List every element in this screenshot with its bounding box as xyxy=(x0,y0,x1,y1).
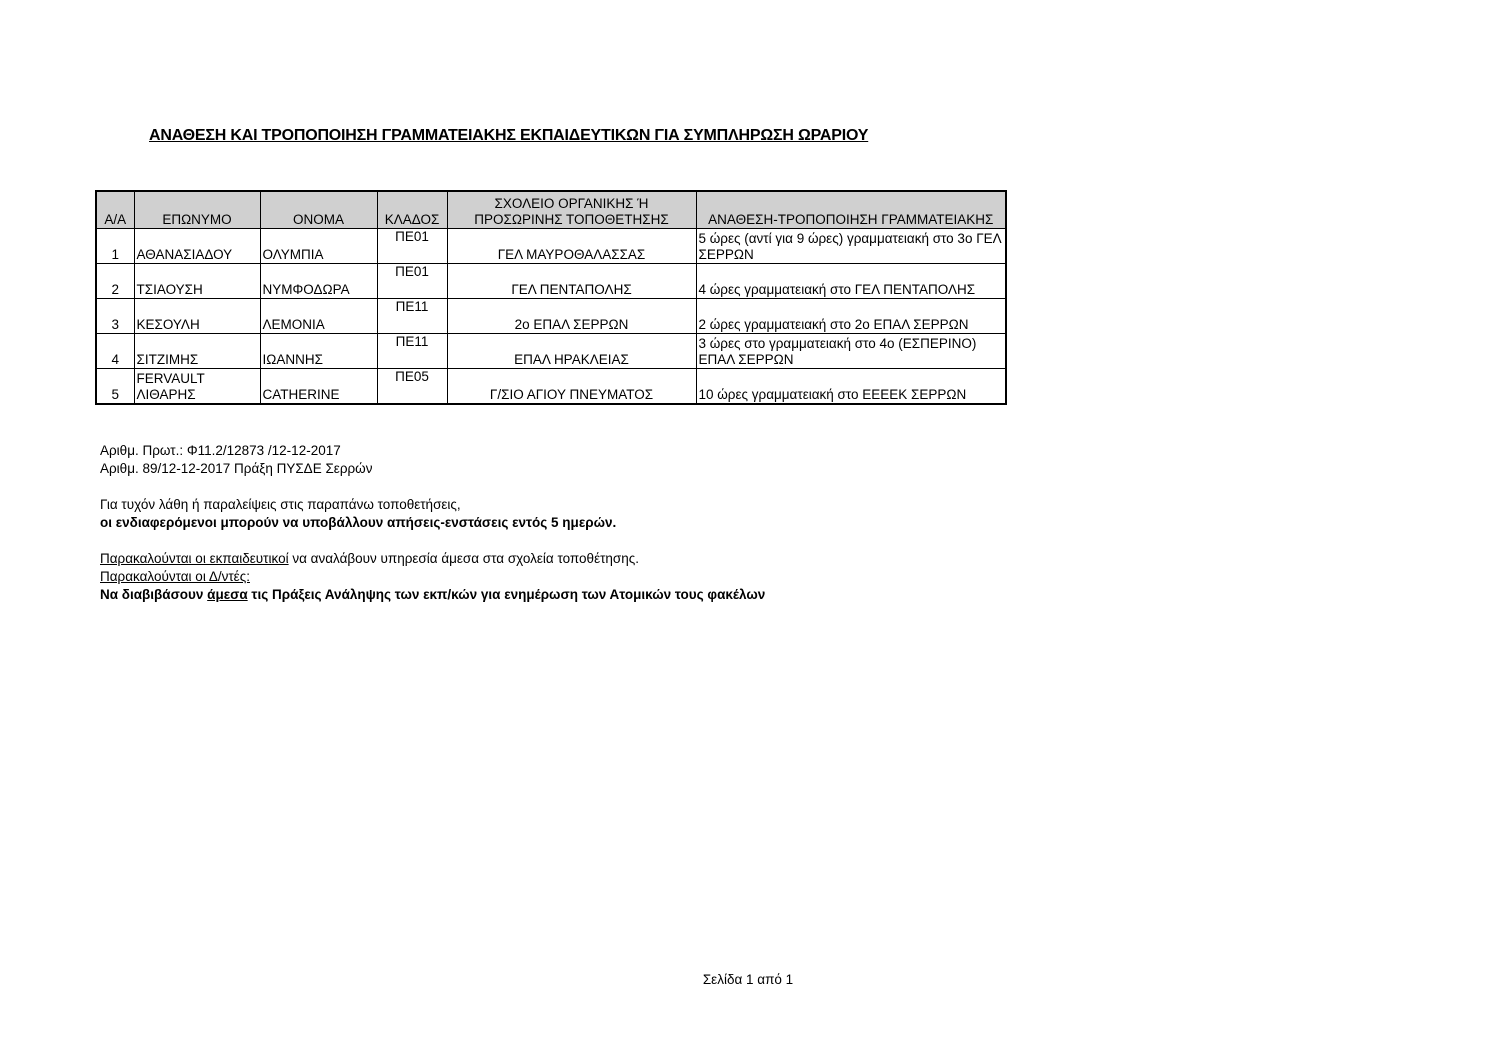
request-teachers-underlined: Παρακαλούνται οι εκπαιδευτικοί xyxy=(100,551,289,566)
errors-line-1: Για τυχόν λάθη ή παραλείψεις στις παραπάνω τοποθετήσεις, xyxy=(100,497,461,512)
cell-anathesi: 10 ώρες γραμματειακή στο ΕΕΕΕΚ ΣΕΡΡΩΝ xyxy=(696,369,1006,405)
cell-anathesi: 4 ώρες γραμματειακή στο ΓΕΛ ΠΕΝΤΑΠΟΛΗΣ xyxy=(696,264,1006,299)
cell-klados: ΠΕ05 xyxy=(377,369,447,405)
table-header-row xyxy=(96,191,1006,229)
table-row xyxy=(96,369,1006,405)
praxi-number: Αριθμ. 89/12-12-2017 Πράξη ΠΥΣΔΕ Σερρών xyxy=(100,461,373,476)
cell-onoma: ΝΥΜΦΟΔΩΡΑ xyxy=(260,264,377,299)
table-row xyxy=(96,299,1006,334)
forward-underlined: άμεσα xyxy=(207,587,248,602)
forward-part-2: τις Πράξεις Ανάληψης των εκπ/κών για ενημέρωση των Ατομικών τους φακέλων xyxy=(247,587,766,602)
cell-anathesi: 2 ώρες γραμματειακή στο 2ο ΕΠΑΛ ΣΕΡΡΩΝ xyxy=(696,299,1006,334)
request-teachers xyxy=(100,550,765,568)
assignment-table xyxy=(95,190,1007,405)
errors-line-2: οι ενδιαφερόμενοι μπορούν να υποβάλλουν απήσεις-ενστάσεις εντός 5 ημερών. xyxy=(100,515,617,530)
protocol-number: Αριθμ. Πρωτ.: Φ11.2/12873 /12-12-2017 xyxy=(100,443,341,458)
cell-klados: ΠΕ11 xyxy=(377,299,447,334)
cell-eponymo: ΤΣΙΑΟΥΣΗ xyxy=(134,264,260,299)
cell-eponymo: ΣΙΤΖΙΜΗΣ xyxy=(134,334,260,369)
cell-aa: 5 xyxy=(96,369,134,405)
cell-sxoleio: 2ο ΕΠΑΛ ΣΕΡΡΩΝ xyxy=(447,299,696,334)
header-sxoleio: ΣΧΟΛΕΙΟ ΟΡΓΑΝΙΚΗΣ Ή ΠΡΟΣΩΡΙΝΗΣ ΤΟΠΟΘΕΤΗΣΗΣ xyxy=(447,191,696,229)
cell-onoma: ΛΕΜΟΝΙΑ xyxy=(260,299,377,334)
cell-onoma: CATHERINE xyxy=(260,369,377,405)
cell-eponymo: ΑΘΑΝΑΣΙΑΔΟΥ xyxy=(134,229,260,264)
cell-klados: ΠΕ11 xyxy=(377,334,447,369)
request-directors: Παρακαλούνται οι Δ/ντές: xyxy=(100,569,250,584)
cell-sxoleio: ΕΠΑΛ ΗΡΑΚΛΕΙΑΣ xyxy=(447,334,696,369)
document-title: ΑΝΑΘΕΣΗ ΚΑΙ ΤΡΟΠΟΠΟΙΗΣΗ ΓΡΑΜΜΑΤΕΙΑΚΗΣ ΕΚΠΑΙΔΕΥΤΙΚΩΝ ΓΙΑ ΣΥΜΠΛΗΡΩΣΗ ΩΡΑΡΙΟΥ xyxy=(149,127,869,144)
cell-aa: 1 xyxy=(96,229,134,264)
cell-sxoleio: Γ/ΣΙΟ ΑΓΙΟΥ ΠΝΕΥΜΑΤΟΣ xyxy=(447,369,696,405)
cell-onoma: ΟΛΥΜΠΙΑ xyxy=(260,229,377,264)
cell-aa: 4 xyxy=(96,334,134,369)
table-row xyxy=(96,334,1006,369)
protocol-block xyxy=(100,442,372,478)
header-aa: Α/Α xyxy=(96,191,134,229)
header-klados: ΚΛΑΔΟΣ xyxy=(377,191,447,229)
table-row xyxy=(96,229,1006,264)
cell-anathesi: 5 ώρες (αντί για 9 ώρες) γραμματειακή στο 3ο ΓΕΛ ΣΕΡΡΩΝ xyxy=(696,229,1006,264)
header-anathesi: ΑΝΑΘΕΣΗ-ΤΡΟΠΟΠΟΙΗΣΗ ΓΡΑΜΜΑΤΕΙΑΚΗΣ xyxy=(696,191,1006,229)
cell-klados: ΠΕ01 xyxy=(377,264,447,299)
errors-block xyxy=(100,496,616,532)
cell-klados: ΠΕ01 xyxy=(377,229,447,264)
cell-sxoleio: ΓΕΛ ΜΑΥΡΟΘΑΛΑΣΣΑΣ xyxy=(447,229,696,264)
forward-part-1: Να διαβιβάσουν xyxy=(100,587,208,602)
cell-anathesi: 3 ώρες στο γραμματειακή στο 4ο (ΕΣΠΕΡΙΝΟ) ΕΠΑΛ ΣΕΡΡΩΝ xyxy=(696,334,1006,369)
cell-eponymo: ΚΕΣΟΥΛΗ xyxy=(134,299,260,334)
cell-aa: 3 xyxy=(96,299,134,334)
cell-aa: 2 xyxy=(96,264,134,299)
cell-onoma: ΙΩΑΝΝΗΣ xyxy=(260,334,377,369)
cell-sxoleio: ΓΕΛ ΠΕΝΤΑΠΟΛΗΣ xyxy=(447,264,696,299)
header-eponymo: ΕΠΩΝΥΜΟ xyxy=(134,191,260,229)
table-row xyxy=(96,264,1006,299)
request-teachers-rest: να αναλάβουν υπηρεσία άμεσα στα σχολεία τοποθέτησης. xyxy=(288,551,640,566)
page-footer: Σελίδα 1 από 1 xyxy=(702,972,794,987)
forward-instruction xyxy=(100,586,765,604)
requests-block xyxy=(100,550,765,604)
cell-eponymo: FERVAULT ΛΙΘΑΡΗΣ xyxy=(134,369,260,405)
header-onoma: ΟΝΟΜΑ xyxy=(260,191,377,229)
